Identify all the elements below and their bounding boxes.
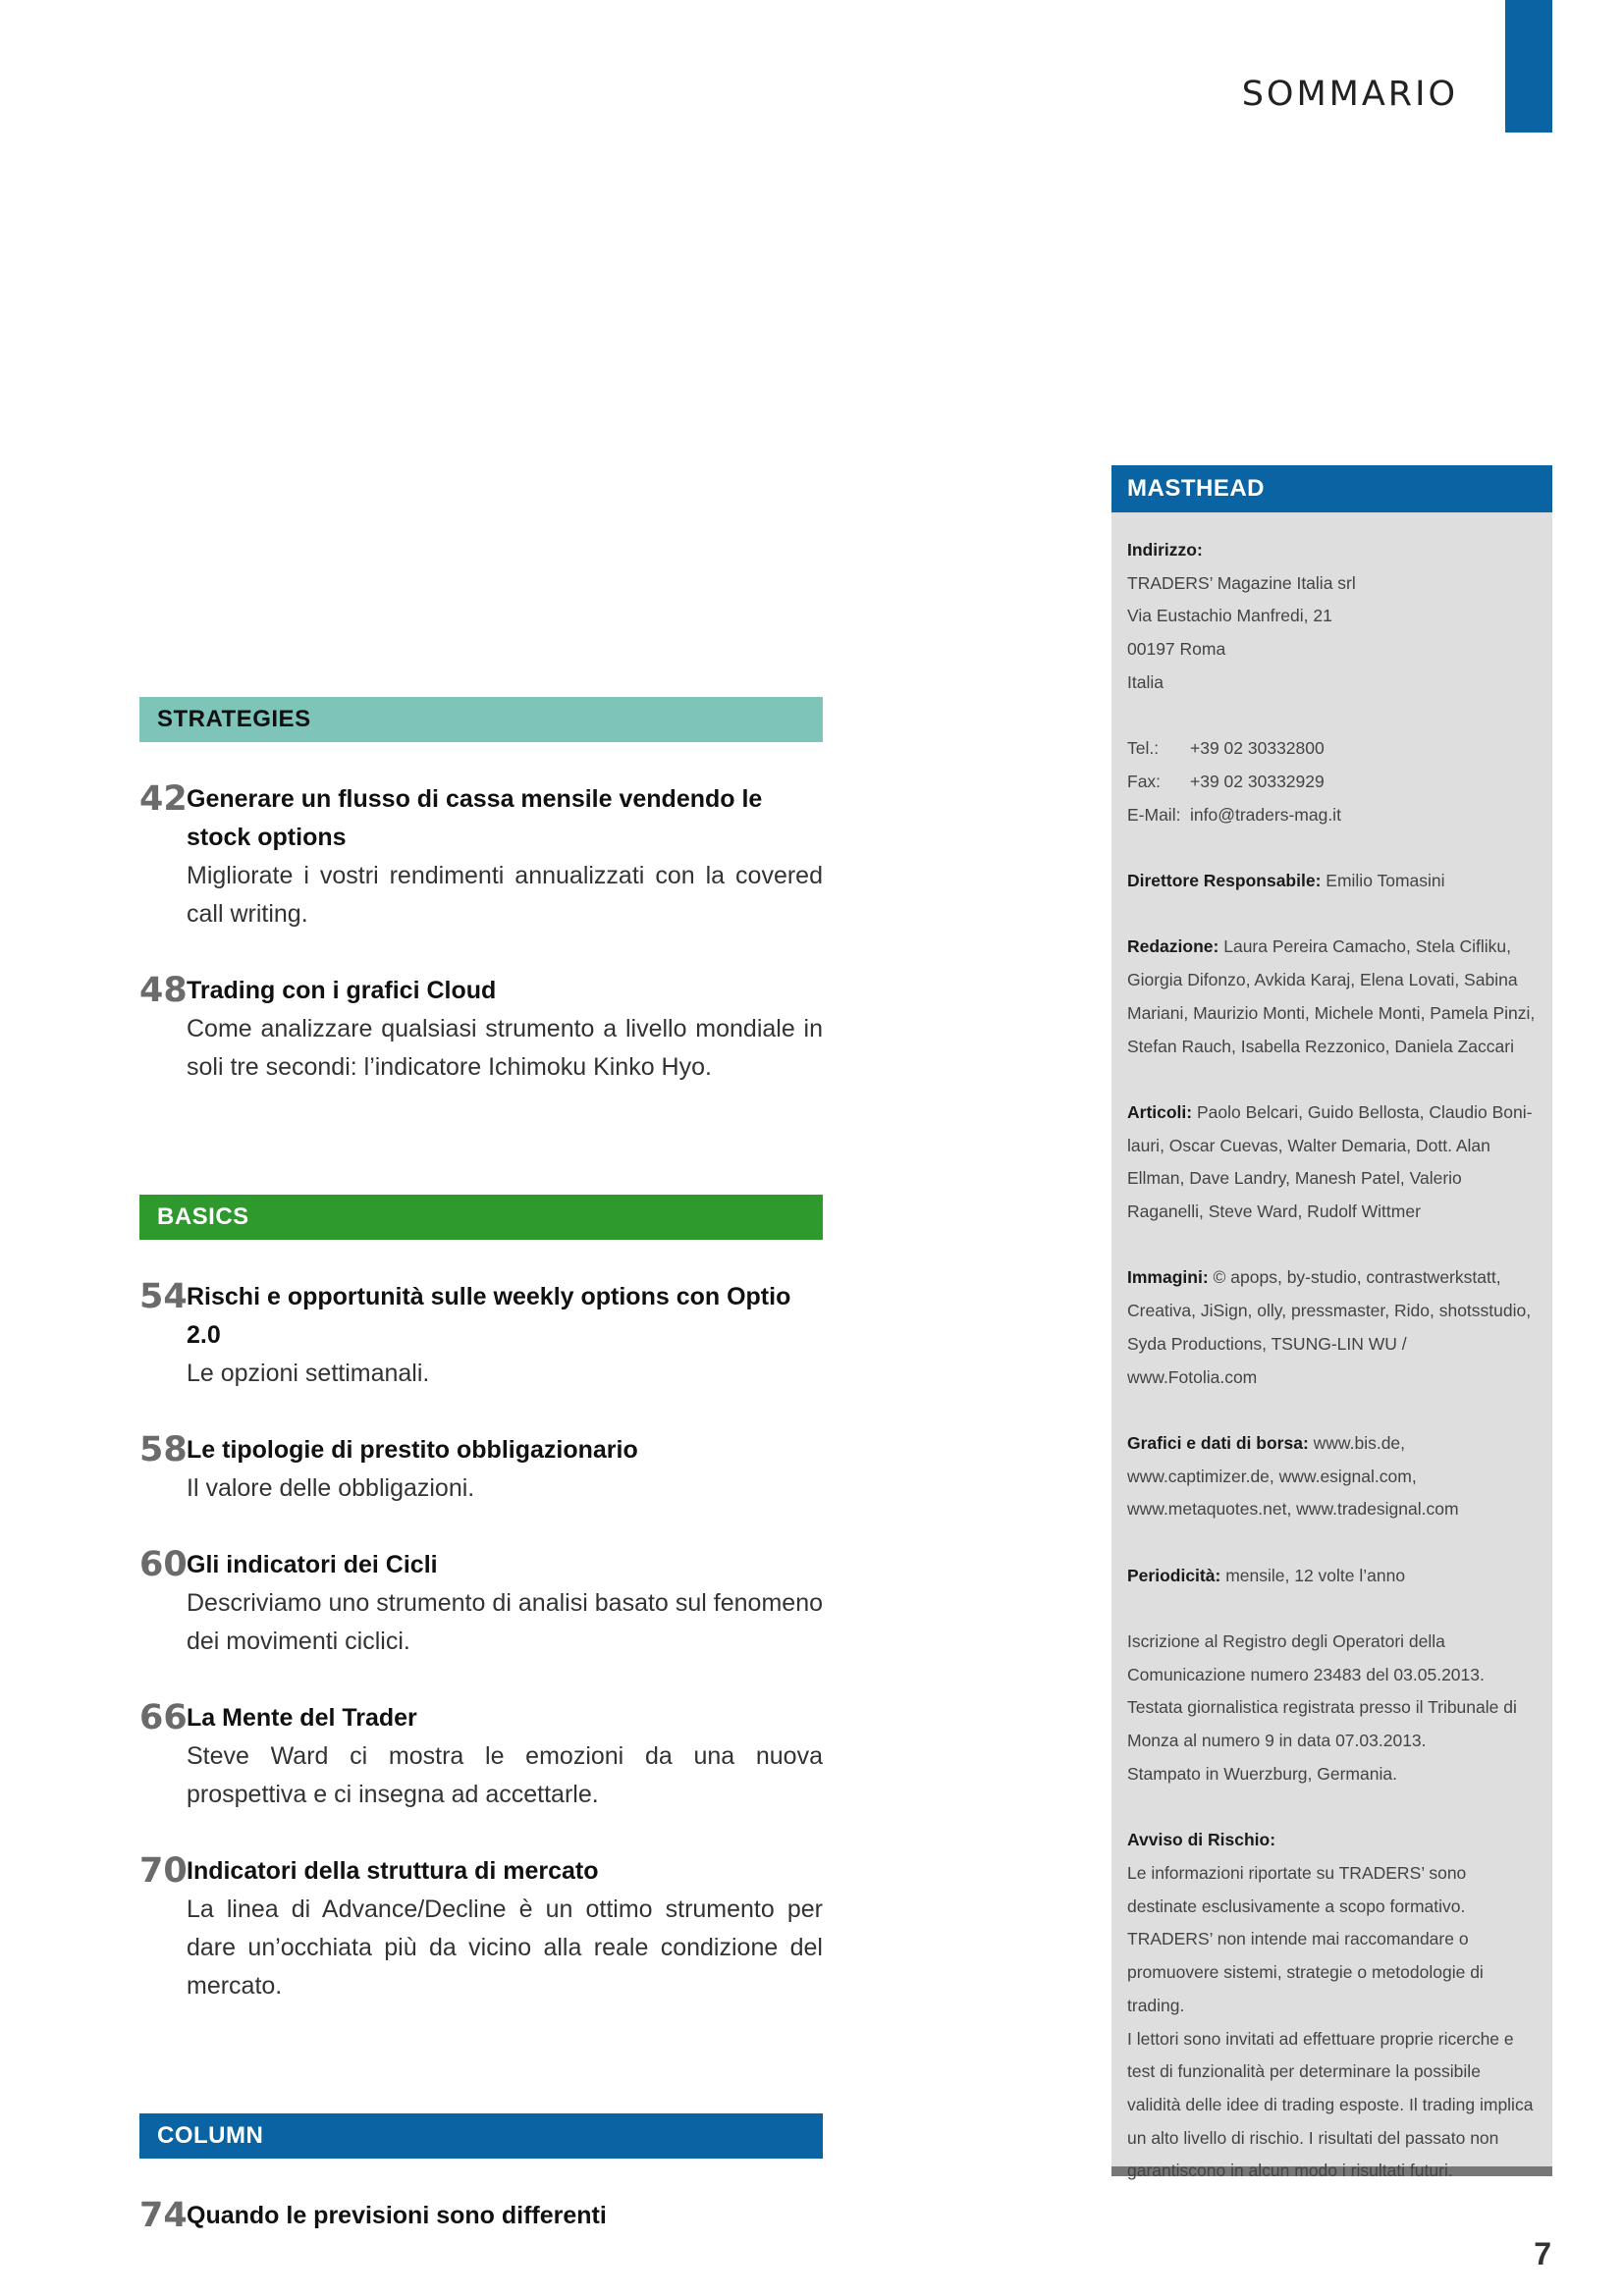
entry-title: Gli indicatori dei Cicli [187,1551,438,1578]
entry-description: Il valore delle obbligazioni. [187,1474,475,1502]
entry-title: Le tipologie di prestito obbligazionario [187,1436,638,1464]
risk-paragraph: Le informazioni riportate su TRADERS’ sono destinate esclusivamente a scopo formativo. TRADERS’ non intende mai raccomandare o promuovere sistemi, strategie o metodologie di trading. [1127,1862,1484,2015]
entry-page-number: 74 [139,2196,188,2235]
registration-line: Iscrizione al Registro degli Operatori della Comunicazione numero 23483 del 03.05.2013. [1127,1631,1485,1684]
registration-line: Testata giornalistica registrata presso il Tribunale di Monza al numero 9 in data 07.03.2013. [1127,1697,1517,1751]
block-text: mensile, 12 volte l’anno [1225,1565,1406,1585]
masthead-director [1127,865,1537,898]
address-line: Via Eustachio Manfredi, 21 [1127,606,1332,626]
entry-page-number: 70 [139,1851,188,1891]
address-line: TRADERS’ Magazine Italia srl [1127,572,1356,593]
contact-email-link[interactable]: info@traders-mag.it [1190,804,1341,825]
masthead-body [1111,512,1552,2188]
block-text: Paolo Belcari, Guido Bellosta, Claudio Boni-lauri, Oscar Cuevas, Walter Demaria, Dott. Alan Ellman, Dave Landry, Manesh Patel, Valerio Raganelli, Steve Ward, Rudolf Wittmer [1127,1101,1533,1221]
risk-paragraph: I lettori sono invitati ad effettuare proprie ricerche e test di funzionalità per determinare la possibile validità delle idee di trading esposte. Il trading implica un alto livello di rischio. I risultati del passato non garantiscono in alcun modo i risultati futuri. [1127,2028,1534,2181]
block-label: Grafici e dati di borsa: [1127,1432,1309,1453]
section-header-column: COLUMN [139,2113,823,2159]
toc-entry[interactable] [139,2196,823,2235]
entry-page-number: 54 [139,1277,188,1316]
entry-title: Rischi e opportunità sulle weekly options con Optio 2.0 [187,1283,791,1349]
block-label: Articoli: [1127,1101,1193,1122]
toc-entry[interactable] [139,1430,823,1508]
page-title: SOMMARIO [1241,75,1458,114]
masthead-contacts [1127,732,1537,831]
toc-entry[interactable] [139,1277,823,1393]
block-label: Immagini: [1127,1267,1209,1288]
entry-title: Generare un flusso di cassa mensile vendendo le stock options [187,785,763,851]
toc-entry[interactable] [139,1545,823,1661]
masthead-address [1127,534,1537,700]
masthead-registration [1127,1626,1537,1791]
contact-key: Tel.: [1127,738,1160,759]
contact-key: E-Mail: [1127,804,1181,825]
entry-page-number: 48 [139,971,188,1010]
block-label: Redazione: [1127,936,1219,957]
block-label: Periodicità: [1127,1565,1221,1585]
block-text: www.bis.de, www.captimizer.de, www.esignal.com, www.metaquotes.net, www.tradesignal.com [1127,1432,1459,1520]
masthead-images [1127,1261,1537,1394]
corner-accent-bar [1505,0,1552,133]
address-label: Indirizzo: [1127,540,1203,560]
contact-fax [1127,766,1537,799]
section-header-strategies: STRATEGIES [139,697,823,742]
masthead-risk-notice [1127,1824,1537,2188]
entry-title: Indicatori della struttura di mercato [187,1857,599,1885]
table-of-contents [139,697,823,2235]
toc-entry[interactable] [139,1698,823,1814]
entry-page-number: 60 [139,1545,188,1584]
toc-entry[interactable] [139,971,823,1087]
address-line: 00197 Roma [1127,639,1226,660]
page-number: 7 [1534,2236,1551,2271]
section-header-basics: BASICS [139,1195,823,1240]
entry-page-number: 42 [139,779,188,819]
contact-tel [1127,732,1537,766]
masthead-header: MASTHEAD [1111,465,1552,512]
masthead-charts-data [1127,1427,1537,1526]
toc-entry[interactable] [139,1851,823,2005]
contact-key: Fax: [1127,771,1162,791]
entry-description: La linea di Advance/Decline è un ottimo strumento per dare un’occhiata più da vicino alla reale condizione del mercato. [187,1896,823,2000]
entry-description: Le opzioni settimanali. [187,1360,430,1387]
entry-page-number: 66 [139,1698,188,1737]
address-line: Italia [1127,671,1164,692]
masthead-periodicity [1127,1560,1537,1593]
entry-title: Trading con i grafici Cloud [187,977,497,1004]
contact-value: +39 02 30332929 [1190,771,1325,791]
toc-entry[interactable] [139,779,823,934]
entry-description: Descriviamo uno strumento di analisi basato sul fenomeno dei movimenti ciclici. [187,1589,823,1655]
block-text: © apops, by-studio, contrastwerkstatt, Creativa, JiSign, olly, pressmaster, Rido, shotsstudio, Syda Productions, TSUNG-LIN WU / www.Fotolia.com [1127,1267,1532,1387]
entry-description: Come analizzare qualsiasi strumento a livello mondiale in soli tre secondi: l’indicatore Ichimoku Kinko Hyo. [187,1015,823,1081]
entry-description: Migliorate i vostri rendimenti annualizzati con la covered call writing. [187,862,823,928]
entry-title: La Mente del Trader [187,1704,417,1732]
entry-page-number: 58 [139,1430,188,1469]
masthead-articles [1127,1096,1537,1229]
block-label: Direttore Responsabile: [1127,871,1322,890]
contact-email [1127,799,1537,832]
entry-description: Steve Ward ci mostra le emozioni da una nuova prospettiva e ci insegna ad accettarle. [187,1742,823,1808]
registration-line: Stampato in Wuerzburg, Germania. [1127,1763,1397,1784]
contact-value: +39 02 30332800 [1190,738,1325,759]
masthead-editorial [1127,931,1537,1063]
block-text: Emilio Tomasini [1326,871,1445,890]
entry-title: Quando le previsioni sono differenti [187,2202,607,2229]
block-text: Laura Pereira Camacho, Stela Cifliku, Giorgia Difonzo, Avkida Karaj, Elena Lovati, Sabina Mariani, Maurizio Monti, Michele Monti, Pamela Pinzi, Stefan Rauch, Isabella Rezzonico, Daniela Zaccari [1127,936,1536,1056]
masthead-box [1111,465,1552,2181]
risk-label: Avviso di Rischio: [1127,1830,1276,1850]
